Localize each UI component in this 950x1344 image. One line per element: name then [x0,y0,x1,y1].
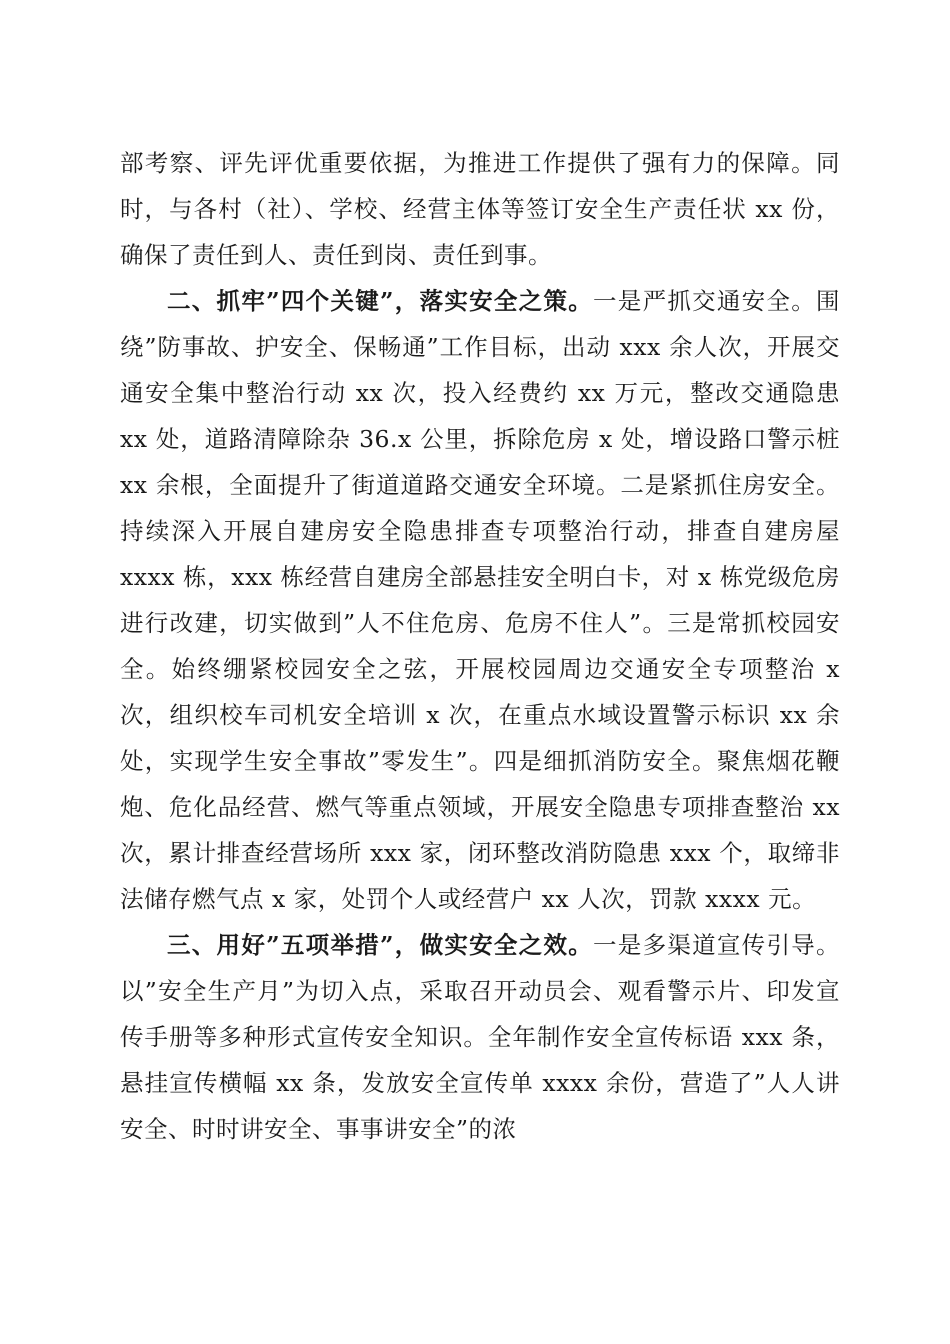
body-text [120,140,840,1152]
paragraph-continuation [120,140,840,278]
paragraph-section-three [120,922,840,1152]
paragraph-text: 一是多渠道宣传引导。以”安全生产月”为切入点，采取召开动员会、观看警示片、印发宣传手册等多种形式宣传安全知识。全年制作安全宣传标语 xxx 条，悬挂宣传横幅 xx 条，发放安全宣传单 xxxx 余份，营造了”人人讲安全、时时讲安全、事事讲安全”的浓 [120,931,840,1143]
paragraph-text: 一是严抓交通安全。围绕”防事故、护安全、保畅通”工作目标，出动 xxx 余人次，开展交通安全集中整治行动 xx 次，投入经费约 xx 万元，整改交通隐患 xx 处，道路清障除杂 36.x 公里，拆除危房 x 处，增设路口警示桩 xx 余根，全面提升了街道道路交通安全环境。二是紧抓住房安全。持续深入开展自建房安全隐患排查专项整治行动，排查自建房屋 xxxx 栋，xxx 栋经营自建房全部悬挂安全明白卡，对 x 栋党级危房进行改建，切实做到”人不住危房、危房不住人”。三是常抓校园安全。始终绷紧校园安全之弦，开展校园周边交通安全专项整治 x 次，组织校车司机安全培训 x 次，在重点水域设置警示标识 xx 余处，实现学生安全事故”零发生”。四是细抓消防安全。聚焦烟花鞭炮、危化品经营、燃气等重点领域，开展安全隐患专项排查整治 xx 次，累计排查经营场所 xxx 家，闭环整改消防隐患 xxx 个，取缔非法储存燃气点 x 家，处罚个人或经营户 xx 人次，罚款 xxxx 元。 [120,287,840,913]
section-heading: 三、用好”五项举措”，做实安全之效。 [167,931,594,959]
paragraph-section-two [120,278,840,922]
section-heading: 二、抓牢”四个关键”，落实安全之策。 [167,287,594,315]
paragraph-text: 部考察、评先评优重要依据，为推进工作提供了强有力的保障。同时，与各村（社）、学校、经营主体等签订安全生产责任状 xx 份，确保了责任到人、责任到岗、责任到事。 [120,149,840,269]
